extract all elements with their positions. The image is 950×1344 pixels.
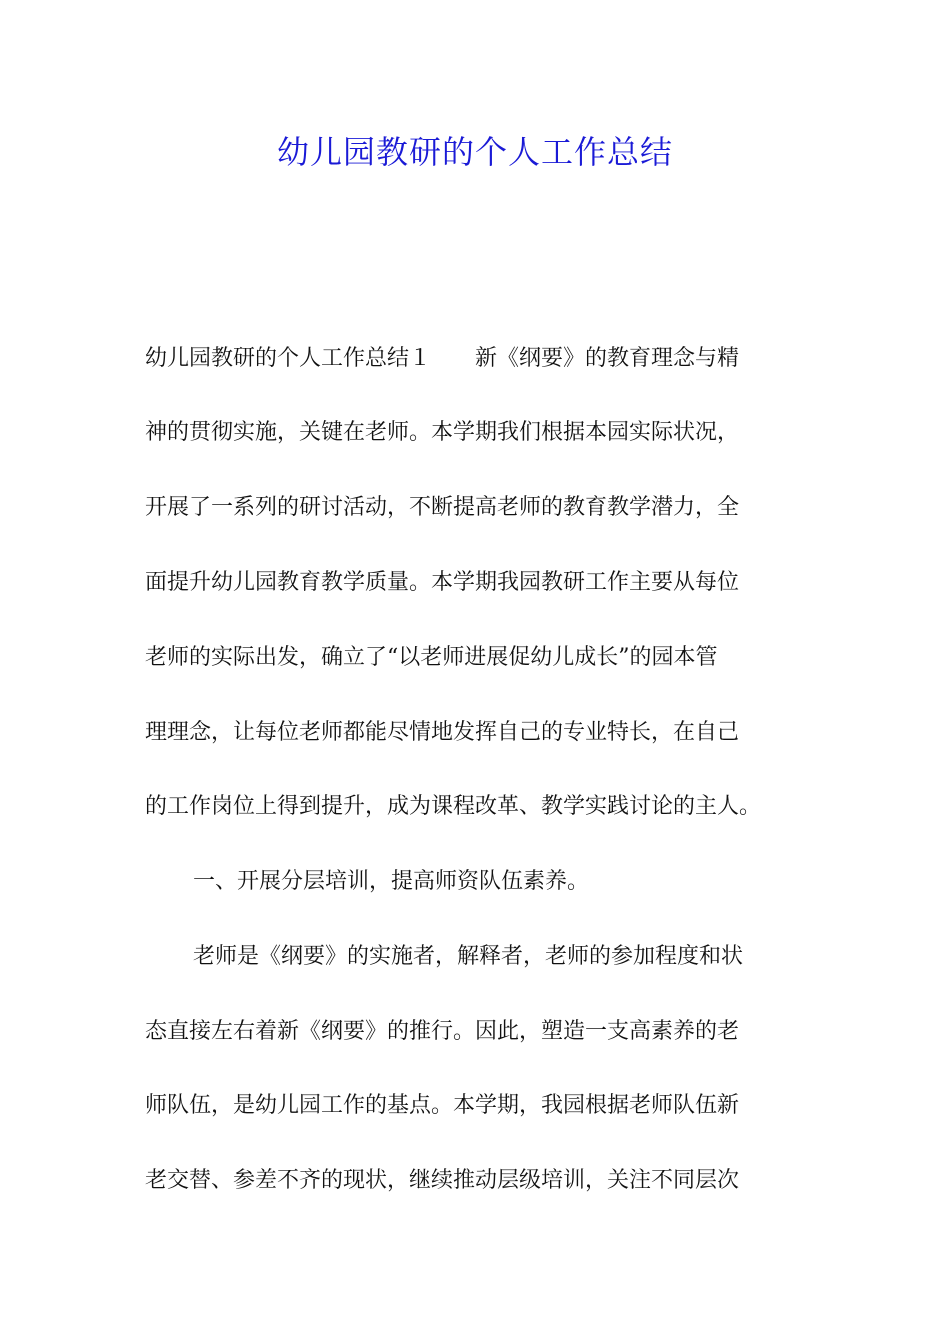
text-line: 的工作岗位上得到提升，成为课程改革、教学实践讨论的主人。 <box>145 794 762 819</box>
text-line: 老交替、参差不齐的现状，继续推动层级培训，关注不同层次 <box>145 1168 740 1193</box>
text-line: 神的贯彻实施，关键在老师。本学期我们根据本园实际状况， <box>145 420 740 445</box>
document-title: 幼儿园教研的个人工作总结 <box>276 133 673 171</box>
text-line: 面提升幼儿园教育教学质量。本学期我园教研工作主要从每位 <box>145 570 740 595</box>
section-heading: 一、开展分层培训，提高师资队伍素养。 <box>193 869 590 894</box>
text-line: 师队伍，是幼儿园工作的基点。本学期，我园根据老师队伍新 <box>145 1093 740 1118</box>
text-line: 理理念，让每位老师都能尽情地发挥自己的专业特长，在自己 <box>145 720 740 745</box>
text-line: 开展了一系列的研讨活动，不断提高老师的教育教学潜力，全 <box>145 495 740 520</box>
text-line: 老师是《纲要》的实施者，解释者，老师的参加程度和状 <box>193 944 744 969</box>
text-line: 老师的实际出发，确立了“以老师进展促幼儿成长”的园本管 <box>145 645 718 670</box>
text-line: 态直接左右着新《纲要》的推行。因此，塑造一支高素养的老 <box>145 1019 740 1044</box>
text-line: 幼儿园教研的个人工作总结１ 新《纲要》的教育理念与精 <box>145 346 740 371</box>
